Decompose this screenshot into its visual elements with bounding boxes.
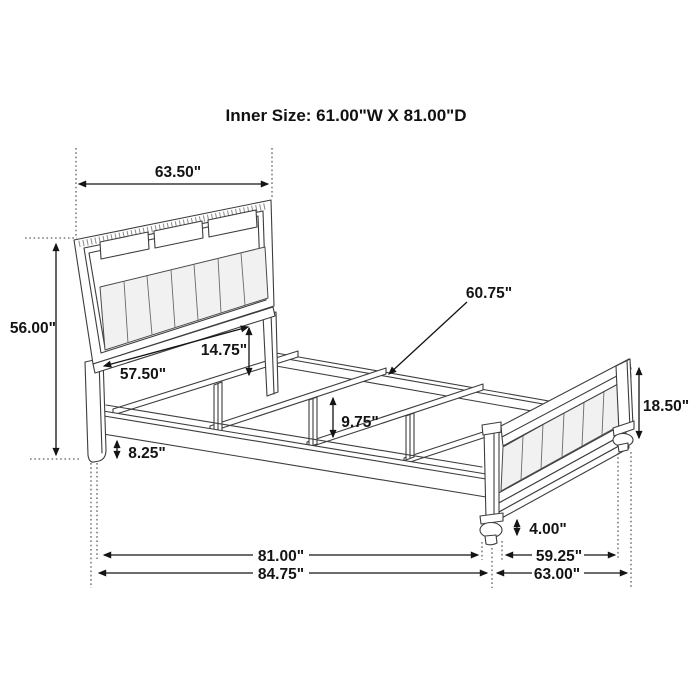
footboard xyxy=(480,359,634,545)
dim-label-headboard-bottom-width: 57.50" xyxy=(119,366,167,383)
dim-label-overall-depth: 84.75" xyxy=(257,566,305,583)
dim-label-footboard-height: 18.50" xyxy=(642,398,690,415)
dim-label-footboard-inner-width: 59.25" xyxy=(535,548,583,565)
dim-label-height: 56.00" xyxy=(9,320,56,337)
dim-label-foot-height: 4.00" xyxy=(529,521,567,538)
inner-size-title: Inner Size: 61.00"W X 81.00"D xyxy=(225,106,467,125)
dim-label-inner-depth: 81.00" xyxy=(257,548,305,565)
dim-leader-slat-length xyxy=(389,302,467,374)
dim-label-headboard-panel-drop: 14.75" xyxy=(200,342,248,359)
footboard-left-ball-foot xyxy=(480,513,503,545)
dim-label-slat-length: 60.75" xyxy=(465,285,513,302)
dim-label-rail-clearance: 8.25" xyxy=(128,445,166,462)
dim-label-slat-clearance: 9.75" xyxy=(341,414,379,431)
dim-label-top-width: 63.50" xyxy=(154,164,202,181)
dim-label-footboard-outer-width: 63.00" xyxy=(533,566,581,583)
